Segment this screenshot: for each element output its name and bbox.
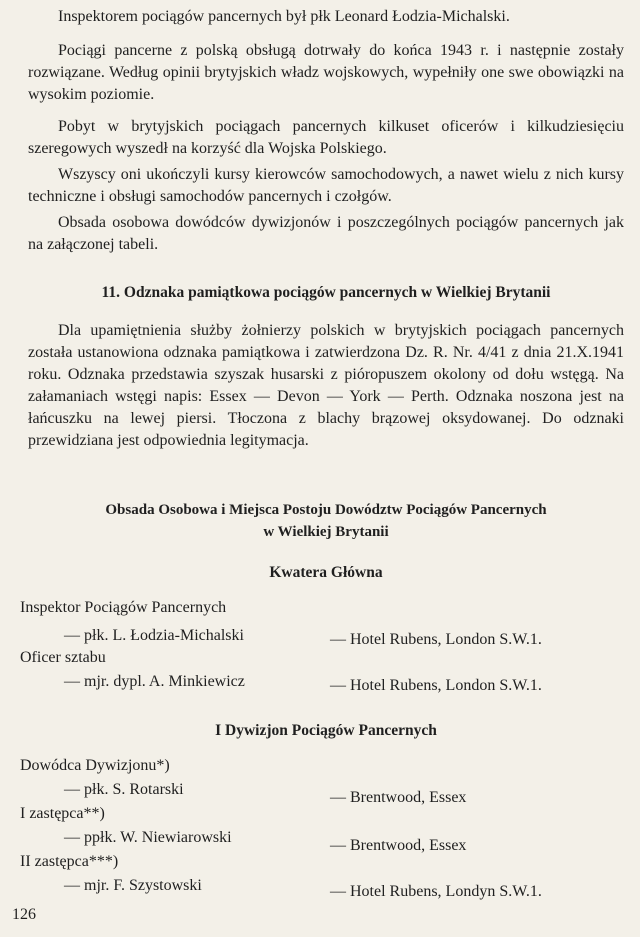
dywizjon-name-2: — ppłk. W. Niewiarowski [64, 829, 232, 846]
paragraph-courses: Wszyscy oni ukończyli kursy kierowców samochodowych, a nawet wielu z nich kursy techniczne i obsługi samochodów pancernych i czołgów. [28, 166, 624, 205]
section-11-heading: 11. Odznaka pamiątkowa pociągów pancernych w Wielkiej Brytanii [101, 284, 551, 301]
kwatera-place-1: — Hotel Rubens, London S.W.1. [330, 631, 542, 648]
dywizjon-role-1: Dowódca Dywizjonu*) [20, 757, 170, 774]
kwatera-title: Kwatera Główna [269, 564, 383, 581]
dywizjon-place-3: — Hotel Rubens, Londyn S.W.1. [330, 883, 542, 900]
dywizjon-title: I Dywizjon Pociągów Pancernych [215, 722, 437, 739]
dywizjon-place-1: — Brentwood, Essex [330, 789, 467, 806]
dywizjon-place-2: — Brentwood, Essex [330, 837, 467, 854]
kwatera-name-2: — mjr. dypl. A. Minkiewicz [64, 673, 245, 690]
table-title-line-2: w Wielkiej Brytanii [263, 524, 389, 540]
kwatera-name-1: — płk. L. Łodzia-Michalski [64, 627, 244, 644]
paragraph-inspector: Inspektorem pociągów pancernych był płk Leonard Łodzia-Michalski. [58, 8, 510, 25]
kwatera-role-2: Oficer sztabu [20, 649, 106, 666]
dywizjon-name-3: — mjr. F. Szystowski [64, 877, 202, 894]
table-title-line-1: Obsada Osobowa i Miejsca Postoju Dowództw Pociągów Pancernych [105, 502, 547, 518]
paragraph-dissolution: Pociągi pancerne z polską obsługą dotrwały do końca 1943 r. i następnie zostały rozwiązane. Według opinii brytyjskich władz wojskowych, wypełniły one swe obowiązki na wysokim poziomie. [28, 42, 624, 103]
page-number: 126 [12, 906, 36, 923]
paragraph-staffing: Obsada osobowa dowódców dywizjonów i poszczególnych pociągów pancernych jak na załączonej tabeli. [28, 214, 624, 253]
paragraph-officers: Pobyt w brytyjskich pociągach pancernych kilkuset oficerów i kilkudziesięciu szeregowych wyszedł na korzyść dla Wojska Polskiego. [28, 118, 624, 157]
dywizjon-role-3: II zastępca***) [20, 853, 119, 870]
dywizjon-role-2: I zastępca**) [20, 805, 105, 822]
section-11-text: Dla upamiętnienia służby żołnierzy polskich w brytyjskich pociągach pancernych została ustanowiona odznaka pamiątkowa i zatwierdzona Dz. R. Nr. 4/41 z dnia 21.X.1941 roku. Odznaka przedstawia szyszak husarski z pióropuszem okolony od dołu wstęgą. Na załamaniach wstęgi napis: Essex — Devon — York — Perth. Odznaka noszona jest na łańcuszku na lewej piersi. Tłoczona z blachy brązowej oksydowanej. Do odznaki przewidziana jest odpowiednia legitymacja. [28, 322, 624, 449]
kwatera-role-1: Inspektor Pociągów Pancernych [20, 599, 227, 616]
kwatera-place-2: — Hotel Rubens, London S.W.1. [330, 677, 542, 694]
dywizjon-name-1: — płk. S. Rotarski [64, 781, 184, 798]
